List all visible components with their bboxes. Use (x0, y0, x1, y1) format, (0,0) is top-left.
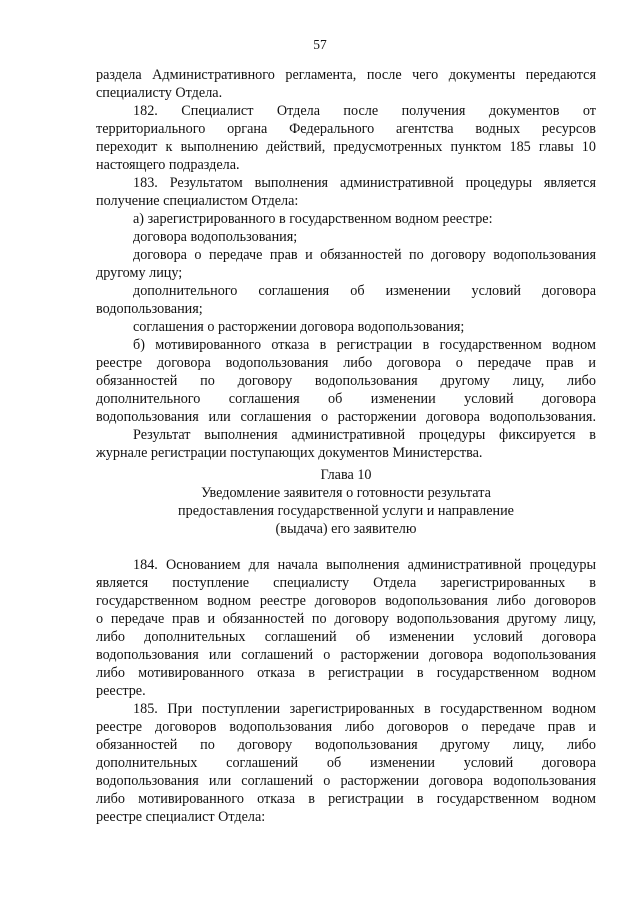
page-number: 57 (313, 37, 327, 52)
text-line: обязанностей по договору водопользования другому лицу, либо (96, 373, 596, 389)
text-line: 184. Основанием для начала выполнения административной процедуры (133, 557, 596, 573)
text-line: б) мотивированного отказа в регистрации в государственном водном (133, 337, 596, 353)
text-line: реестре договора водопользования либо договора о передаче прав и (96, 355, 596, 371)
text-line: о передаче прав и обязанностей по договору водопользования другому лицу, (96, 611, 596, 627)
text-line: соглашения о расторжении договора водопользования; (133, 319, 465, 335)
text-line: настоящего подраздела. (96, 157, 240, 173)
text-line: Результат выполнения административной процедуры фиксируется в (133, 427, 596, 443)
text-line: водопользования или соглашений о расторжении договора водопользования (96, 773, 596, 789)
text-line: специалисту Отдела. (96, 85, 223, 101)
text-line: получение специалистом Отдела: (96, 193, 299, 209)
text-line: 185. При поступлении зарегистрированных в государственном водном (133, 701, 596, 717)
text-line: реестре договоров водопользования либо договоров о передаче прав и (96, 719, 596, 735)
text-line: дополнительных соглашений об изменении условий договора (96, 755, 596, 771)
text-line: водопользования или соглашений о расторжении договора водопользования (96, 647, 596, 663)
text-line: 182. Специалист Отдела после получения документов от (133, 103, 596, 119)
text-line: дополнительного соглашения об изменении условий договора (133, 283, 596, 299)
text-line: журнале регистрации поступающих документов Министерства. (96, 445, 483, 461)
text-line: либо дополнительных соглашений об изменении условий договора (96, 629, 596, 645)
text-line: территориального органа Федерального агентства водных ресурсов (96, 121, 596, 137)
chapter-title: (выдача) его заявителю (275, 521, 417, 537)
text-line: либо мотивированного отказа в регистрации в государственном водном (96, 791, 596, 807)
text-line: либо мотивированного отказа в регистрации в государственном водном (96, 665, 596, 681)
text-line: обязанностей по договору водопользования другому лицу, либо (96, 737, 596, 753)
text-line: является поступление специалисту Отдела зарегистрированных в (96, 575, 596, 591)
chapter-number: Глава 10 (320, 467, 372, 483)
chapter-title: предоставления государственной услуги и направление (178, 503, 514, 519)
text-line: дополнительного соглашения об изменении условий договора (96, 391, 596, 407)
text-line: а) зарегистрированного в государственном водном реестре: (133, 211, 493, 227)
chapter-title: Уведомление заявителя о готовности результата (201, 485, 491, 501)
text-line: договора водопользования; (133, 229, 298, 245)
text-line: 183. Результатом выполнения административной процедуры является (133, 175, 596, 191)
text-line: переходит к выполнению действий, предусмотренных пунктом 185 главы 10 (96, 139, 596, 155)
text-line: раздела Административного регламента, после чего документы передаются (96, 67, 596, 83)
text-line: реестре специалист Отдела: (96, 809, 266, 825)
text-line: другому лицу; (96, 265, 183, 281)
text-line: реестре. (96, 683, 146, 699)
text-line: договора о передаче прав и обязанностей по договору водопользования (133, 247, 596, 263)
text-line: водопользования или соглашения о расторжении договора водопользования. (96, 409, 596, 425)
text-line: водопользования; (96, 301, 203, 317)
text-line: государственном водном реестре договоров водопользования либо договоров (96, 593, 596, 609)
